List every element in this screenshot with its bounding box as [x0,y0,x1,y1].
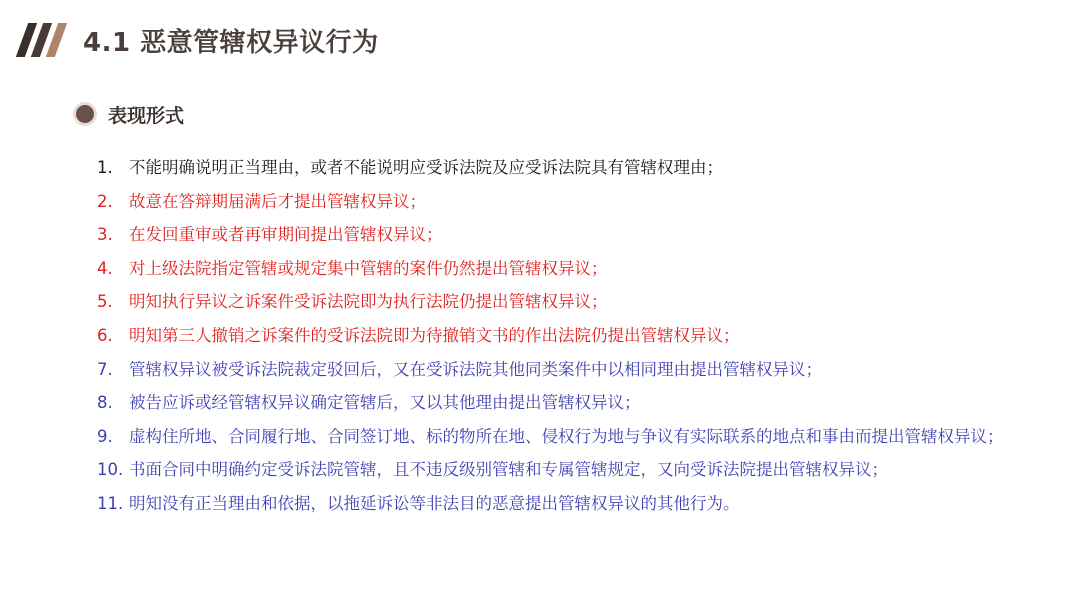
list-item-text: 不能明确说明正当理由，或者不能说明应受诉法院及应受诉法院具有管辖权理由； [129,158,723,177]
section-title: 表现形式 [108,104,185,127]
list-item [97,218,1017,252]
list-item [97,319,1017,353]
list-item-number: 10. [97,460,124,480]
list-item [97,185,1017,219]
list-item-text: 虚构住所地、合同履行地、合同签订地、标的物所在地、侵权行为地与争议有实际联系的地点和事由而提出管辖权异议； [129,426,1004,446]
list-item-number: 2. [97,191,113,211]
list-item [97,353,1017,387]
list-item-text: 被告应诉或经管辖权异议确定管辖后，又以其他理由提出管辖权异议； [129,393,641,413]
list-item-text: 故意在答辩期届满后才提出管辖权异议； [129,191,426,211]
section-heading [76,100,184,128]
list-item-number: 11. [97,493,124,513]
list-item [97,252,1017,286]
list-item-number: 5. [97,292,113,312]
list-item [97,487,1017,521]
list-item [97,386,1017,420]
list-item-text: 书面合同中明确约定受诉法院管辖，且不违反级别管辖和专属管辖规定，又向受诉法院提出管辖权异议； [129,460,888,480]
list-item-number: 6. [97,325,113,345]
list-item-text: 明知执行异议之诉案件受诉法院即为执行法院仍提出管辖权异议； [129,292,608,312]
page-title: 4.1 恶意管辖权异议行为 [83,27,379,58]
bullet-circle-icon [76,105,94,123]
list-item [97,285,1017,319]
list-item-number: 9. [97,426,113,446]
list-item-text: 在发回重审或者再审期间提出管辖权异议； [129,225,443,245]
list-item-number: 4. [97,258,113,278]
list-item [97,420,1017,454]
list-item [97,151,1017,185]
list-item-text: 对上级法院指定管辖或规定集中管辖的案件仍然提出管辖权异议； [129,258,608,278]
behavior-list [97,151,1017,521]
list-item-text: 明知没有正当理由和依据，以拖延诉讼等非法目的恶意提出管辖权异议的其他行为。 [129,493,740,513]
list-item-text: 明知第三人撤销之诉案件的受诉法院即为待撤销文书的作出法院仍提出管辖权异议； [129,325,740,345]
list-item-number: 7. [97,359,113,379]
list-item-number: 1. [97,158,113,177]
list-item-text: 管辖权异议被受诉法院裁定驳回后，又在受诉法院其他同类案件中以相同理由提出管辖权异议； [129,359,822,379]
slide-header [22,16,379,64]
slash-decoration-icon [22,20,67,60]
list-item-number: 8. [97,393,113,413]
list-item-number: 3. [97,225,113,245]
list-item [97,453,1017,487]
